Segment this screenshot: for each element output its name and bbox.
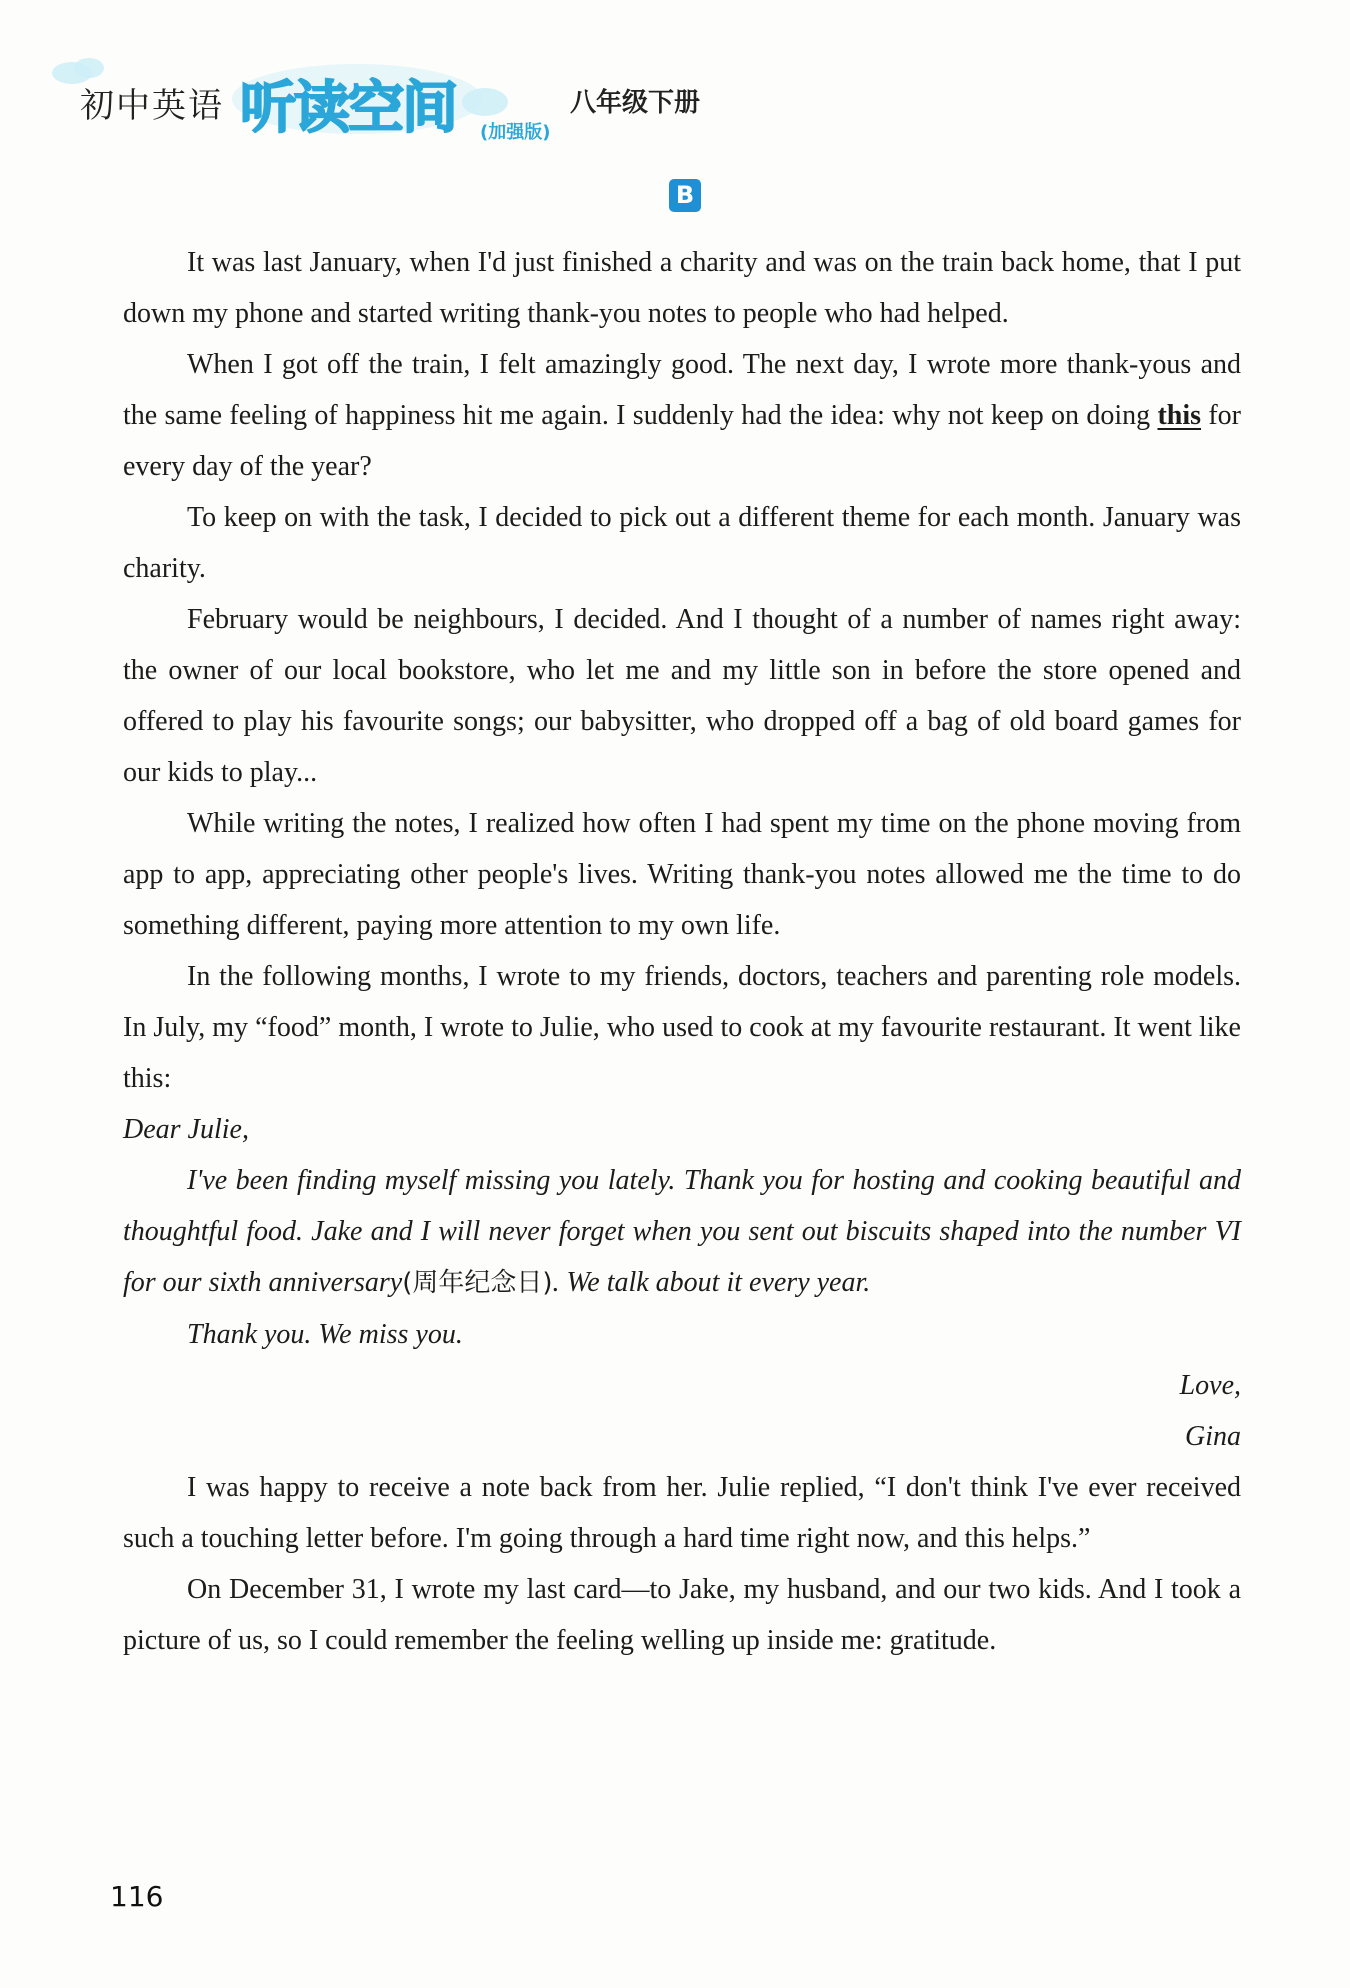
paragraph: February would be neighbours, I decided. And I thought of a number of names right away: the owner of our local bookstore, who let me and my little son in before the store opened and offered to play his favourite songs; our babysitter, who dropped off a bag of old board games for our kids to play... — [123, 604, 1241, 788]
reading-passage — [123, 237, 1241, 1666]
paragraph: To keep on with the task, I decided to pick out a different theme for each month. January was charity. — [123, 502, 1241, 584]
book-brand-logo: 听读空间 — [240, 76, 456, 141]
book-edition-label: (加强版) — [480, 122, 551, 143]
section-badge: B — [669, 179, 701, 212]
paragraph: While writing the notes, I realized how often I had spent my time on the phone moving from app to app, appreciating other people's lives. Writing thank-you notes allowed me the time to do something different, paying more attention to my own life. — [123, 808, 1241, 941]
letter-text: I've been finding myself missing you lately. Thank you for hosting and cooking beautiful and thoughtful food. Jake and I will never forget when you sent out biscuits shaped into the number VI for our sixth anniversary — [123, 1165, 1241, 1298]
header-cloud-decoration — [462, 88, 508, 116]
paragraph: I was happy to receive a note back from her. Julie replied, “I don't think I've ever received such a touching letter before. I'm going through a hard time right now, and this helps.” — [123, 1472, 1241, 1554]
page-number: 116 — [110, 1880, 164, 1913]
letter-text: . We talk about it every year. — [552, 1267, 871, 1298]
paragraph — [123, 339, 1241, 492]
paragraph-text: for every day of the year? — [123, 400, 1241, 482]
page-header — [52, 58, 752, 146]
letter-greeting: Dear Julie, — [123, 1114, 249, 1145]
emphasized-word: this — [1157, 400, 1202, 431]
paragraph: In the following months, I wrote to my friends, doctors, teachers and parenting role models. In July, my “food” month, I wrote to Julie, who used to cook at my favourite restaurant. It went like this: — [123, 961, 1241, 1094]
chinese-gloss: (周年纪念日) — [402, 1268, 553, 1298]
letter-closing: Love, — [1179, 1370, 1241, 1401]
letter-signature: Gina — [1185, 1421, 1241, 1452]
paragraph-text: When I got off the train, I felt amazingly good. The next day, I wrote more thank-yous and the same feeling of happiness hit me again. I suddenly had the idea: why not keep on doing — [123, 349, 1241, 431]
letter-body — [123, 1155, 1241, 1309]
header-cloud-decoration — [74, 58, 104, 78]
book-grade-label: 八年级下册 — [570, 88, 701, 118]
book-series-title: 初中英语 — [80, 86, 224, 126]
paragraph: On December 31, I wrote my last card—to Jake, my husband, and our two kids. And I took a picture of us, so I could remember the feeling welling up inside me: gratitude. — [123, 1574, 1241, 1656]
letter-thanks: Thank you. We miss you. — [187, 1319, 463, 1350]
paragraph: It was last January, when I'd just finished a charity and was on the train back home, that I put down my phone and started writing thank-you notes to people who had helped. — [123, 247, 1241, 329]
